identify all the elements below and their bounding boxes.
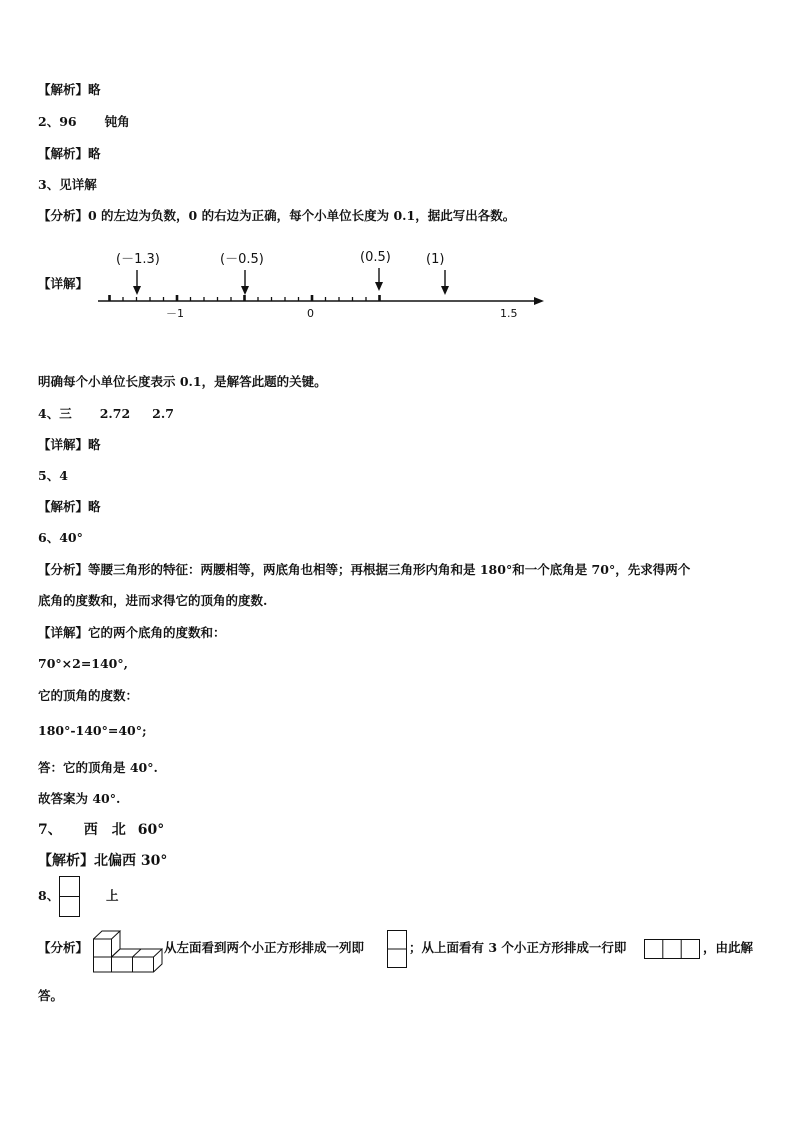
answer-4-c: 2.7 (152, 406, 174, 421)
calc-line: 70°×2=140°, (38, 656, 128, 671)
number-line-figure (96, 246, 548, 324)
analysis-line: 【解析】略 (38, 499, 101, 514)
detail-6-apex: 它的顶角的度数： (38, 688, 139, 703)
answer-8-value: 上 (106, 888, 119, 903)
answer-2-value: 钝角 (104, 114, 130, 129)
calc-line: 180°-140°=40°; (38, 723, 147, 738)
cube-stack-icon (93, 926, 163, 973)
final-answer: 故答案为 40°. (38, 791, 121, 806)
detail-6: 【详解】它的两个底角的度数和： (38, 625, 226, 640)
answer-4-a: 4、三 (38, 406, 72, 421)
number-line-label: (0.5) (360, 250, 391, 265)
number-line-label: (1) (426, 252, 445, 267)
analysis-8-part-c: ，由此解 (703, 940, 754, 955)
answer-8-number: 8、 (38, 888, 60, 903)
answer-7-a: 西 (83, 822, 98, 838)
number-line-tick-label: 0 (307, 307, 314, 320)
answer-4 (38, 406, 174, 422)
answer-2-number: 2、96 (38, 114, 77, 129)
number-line-tick-label: 1.5 (500, 307, 518, 320)
two-squares-column-icon (387, 930, 407, 968)
answer-7-number: 7、 (38, 822, 62, 838)
answer-2 (38, 114, 130, 130)
analysis-8-part-b: ；从上面看有 3 个小正方形排成一行即 (409, 940, 627, 955)
answer-5: 5、4 (38, 468, 68, 483)
answer-statement: 答：它的顶角是 40°. (38, 760, 158, 775)
number-line-tick-label: －1 (166, 307, 184, 320)
answer-8 (38, 888, 59, 904)
detail-line: 【详解】略 (38, 437, 101, 452)
two-squares-column-icon (59, 876, 80, 917)
answer-3: 3、见详解 (38, 177, 97, 192)
answer-7-c: 60° (137, 822, 165, 838)
number-line-label: (－0.5) (220, 252, 264, 267)
answer-7-b: 北 (111, 822, 126, 838)
three-squares-row-icon (644, 939, 700, 959)
analysis-line: 【解析】略 (38, 82, 101, 97)
analysis-6-line1: 【分析】等腰三角形的特征：两腰相等，两底角也相等；再根据三角形内角和是 180°和一个底角是 70°，先求得两个 (38, 562, 691, 577)
analysis-6-line2: 底角的度数和，进而求得它的顶角的度数. (38, 593, 268, 608)
answer-4-b: 2.72 (99, 406, 131, 421)
number-line-label: (－1.3) (116, 252, 160, 267)
answer-7 (38, 822, 164, 838)
analysis-line: 【解析】略 (38, 146, 101, 161)
number-line-arrowhead (534, 297, 544, 305)
analysis-3: 【分析】0 的左边为负数，0 的右边为正确，每个小单位长度为 0.1，据此写出各数。 (38, 208, 516, 223)
conclusion-3: 明确每个小单位长度表示 0.1，是解答此题的关键。 (38, 374, 327, 389)
answer-6: 6、40° (38, 530, 83, 545)
analysis-7: 【解析】北偏西 30° (38, 853, 168, 869)
analysis-8-part-a: 从左面看到两个小正方形排成一列即 (164, 940, 365, 955)
analysis-8-label: 【分析】 (38, 940, 89, 955)
analysis-8-end: 答。 (38, 988, 64, 1003)
detail-label: 【详解】 (38, 276, 89, 291)
